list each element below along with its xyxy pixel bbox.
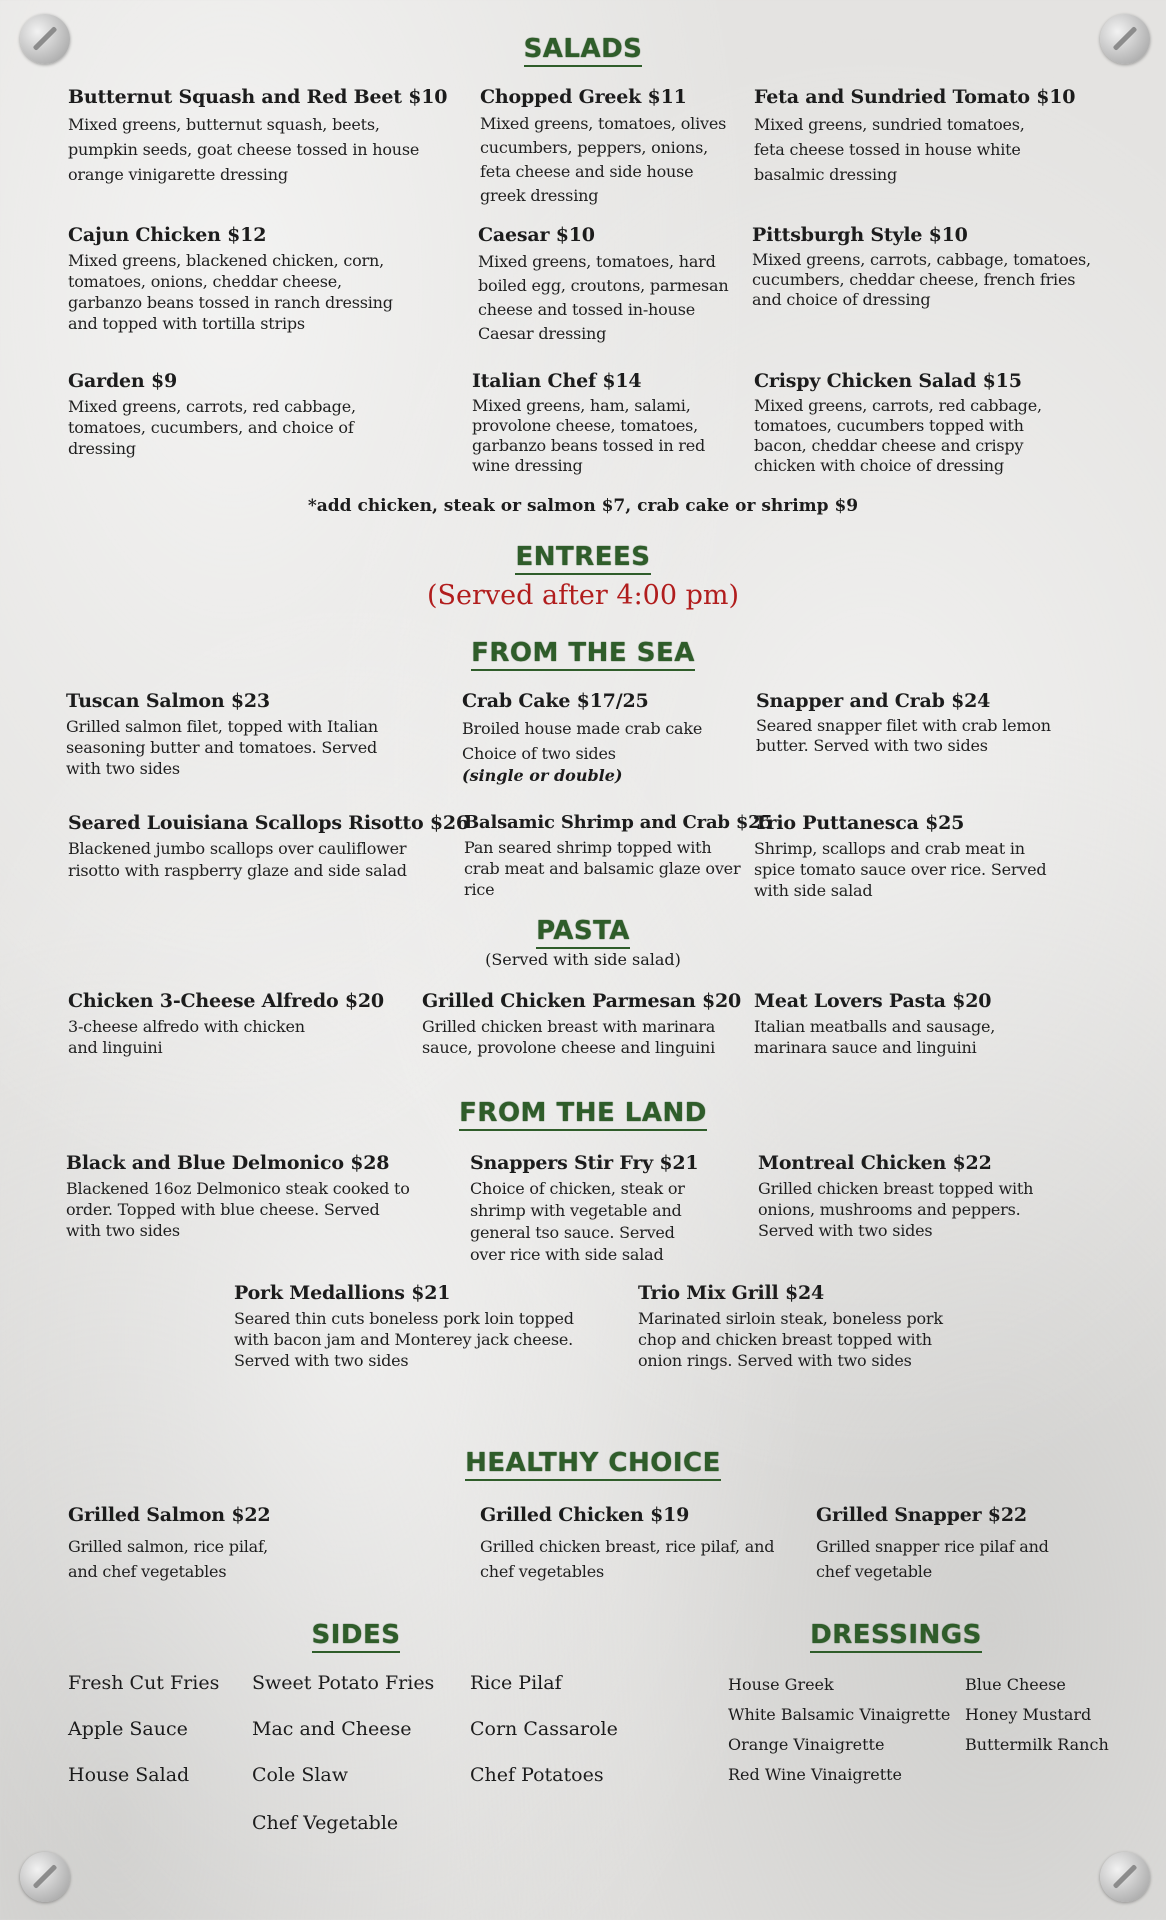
- menu-item: [68, 990, 398, 1058]
- item-description: Seared snapper filet with crab lemon butter. Served with two sides: [756, 716, 1051, 755]
- item-name: Balsamic Shrimp and Crab $25: [464, 812, 773, 833]
- section-heading-pasta: PASTA: [0, 916, 1166, 946]
- menu-item: [754, 86, 1076, 187]
- menu-item: [472, 370, 722, 476]
- side-item: Corn Cassarole: [470, 1718, 618, 1740]
- menu-item: [234, 1282, 574, 1371]
- section-heading-salads: SALADS: [0, 34, 1166, 64]
- side-item: Chef Potatoes: [470, 1764, 604, 1786]
- side-item: House Salad: [68, 1764, 190, 1786]
- item-name: Seared Louisiana Scallops Risotto $26: [68, 812, 469, 834]
- menu-item: [470, 1152, 710, 1266]
- item-name: Tuscan Salmon $23: [66, 690, 270, 712]
- dressing-item: Buttermilk Ranch: [965, 1735, 1109, 1754]
- item-description: Mixed greens, ham, salami, provolone cheese, tomatoes, garbanzo beans tossed in red wine dressing: [472, 396, 706, 475]
- section-heading-entrees: ENTREES: [0, 542, 1166, 572]
- item-name: Pork Medallions $21: [234, 1282, 451, 1304]
- item-description: Mixed greens, carrots, cabbage, tomatoes, cucumbers, cheddar cheese, french fries and choice of dressing: [752, 250, 1091, 309]
- item-option-note: (single or double): [462, 766, 623, 785]
- item-name: Trio Puttanesca $25: [754, 812, 965, 834]
- item-name: Chicken 3-Cheese Alfredo $20: [68, 990, 384, 1012]
- item-name: Snappers Stir Fry $21: [470, 1152, 699, 1174]
- dressing-item: Blue Cheese: [965, 1675, 1066, 1694]
- item-name: Meat Lovers Pasta $20: [754, 990, 992, 1012]
- item-description: Grilled snapper rice pilaf and chef vegetable: [816, 1537, 1049, 1581]
- item-name: Black and Blue Delmonico $28: [66, 1152, 390, 1174]
- item-name: Garden $9: [68, 370, 177, 392]
- item-name: Crab Cake $17/25: [462, 690, 649, 712]
- salad-add-on-note: *add chicken, steak or salmon $7, crab cake or shrimp $9: [307, 496, 859, 516]
- item-description: Grilled salmon, rice pilaf, and chef vegetables: [68, 1537, 269, 1581]
- menu-item: [68, 224, 408, 334]
- item-description: Choice of chicken, steak or shrimp with vegetable and general tso sauce. Served over rice with side salad: [470, 1179, 685, 1264]
- item-name: Grilled Snapper $22: [816, 1504, 1027, 1526]
- side-item: Sweet Potato Fries: [252, 1672, 435, 1694]
- section-heading-from-the-sea: FROM THE SEA: [0, 638, 1166, 668]
- item-description: Mixed greens, sundried tomatoes, feta cheese tossed in house white basalmic dressing: [754, 115, 1025, 184]
- item-description: Mixed greens, butternut squash, beets, pumpkin seeds, goat cheese tossed in house orange vinigarette dressing: [68, 115, 420, 184]
- menu-item: [462, 690, 732, 785]
- dressing-item: White Balsamic Vinaigrette: [728, 1705, 951, 1724]
- pasta-serving-note: (Served with side salad): [485, 950, 681, 969]
- item-description: Marinated sirloin steak, boneless pork chop and chicken breast topped with onion rings. Served with two sides: [638, 1309, 943, 1370]
- item-description: Mixed greens, tomatoes, hard boiled egg, croutons, parmesan cheese and tossed in-house Caesar dressing: [478, 252, 729, 343]
- item-name: Cajun Chicken $12: [68, 224, 267, 246]
- item-description: Pan seared shrimp topped with crab meat and balsamic glaze over rice: [464, 838, 741, 899]
- section-heading-from-the-land: FROM THE LAND: [0, 1098, 1166, 1128]
- item-description: Blackened 16oz Delmonico steak cooked to order. Topped with blue cheese. Served with two sides: [66, 1179, 410, 1240]
- section-heading-dressings: DRESSINGS: [313, 1620, 1166, 1650]
- dressing-item: Orange Vinaigrette: [728, 1735, 885, 1754]
- side-item: Mac and Cheese: [252, 1718, 412, 1740]
- item-description: Seared thin cuts boneless pork loin topped with bacon jam and Monterey jack cheese. Served with two sides: [234, 1309, 574, 1370]
- menu-item: [66, 690, 396, 779]
- menu-item: [638, 1282, 978, 1371]
- item-description: Grilled chicken breast, rice pilaf, and chef vegetables: [480, 1537, 775, 1581]
- section-heading-healthy-choice: HEALTHY CHOICE: [10, 1448, 1166, 1478]
- menu-item: [754, 812, 1054, 901]
- item-name: Chopped Greek $11: [480, 86, 687, 108]
- item-description: Blackened jumbo scallops over cauliflower risotto with raspberry glaze and side salad: [68, 839, 407, 880]
- menu-item: [758, 1152, 1058, 1241]
- dressing-item: House Greek: [728, 1675, 834, 1694]
- item-description: Grilled chicken breast topped with onions, mushrooms and peppers. Served with two sides: [758, 1179, 1034, 1240]
- item-description: Grilled salmon filet, topped with Italian seasoning butter and tomatoes. Served with two sides: [66, 717, 379, 778]
- entrees-serving-time: (Served after 4:00 pm): [426, 580, 740, 611]
- menu-item: [68, 370, 378, 459]
- menu-item: [422, 990, 742, 1058]
- menu-item: [752, 224, 1092, 310]
- item-name: Grilled Salmon $22: [68, 1504, 271, 1526]
- item-name: Caesar $10: [478, 224, 595, 246]
- item-name: Grilled Chicken Parmesan $20: [422, 990, 742, 1012]
- menu-item: [464, 812, 773, 900]
- menu-item: [66, 1152, 416, 1241]
- side-item: Fresh Cut Fries: [68, 1672, 220, 1694]
- item-name: Butternut Squash and Red Beet $10: [68, 86, 448, 108]
- item-name: Feta and Sundried Tomato $10: [754, 86, 1076, 108]
- item-name: Grilled Chicken $19: [480, 1504, 690, 1526]
- side-item: Cole Slaw: [252, 1764, 349, 1786]
- screw-icon: [1100, 1852, 1150, 1902]
- item-description: Mixed greens, tomatoes, olives cucumbers, peppers, onions, feta cheese and side house greek dressing: [480, 114, 727, 205]
- dressing-item: Red Wine Vinaigrette: [728, 1765, 903, 1784]
- item-description: Grilled chicken breast with marinara sauce, provolone cheese and linguini: [422, 1017, 716, 1057]
- menu-item: [480, 86, 740, 208]
- screw-icon: [20, 1852, 70, 1902]
- item-description: Italian meatballs and sausage, marinara sauce and linguini: [754, 1017, 996, 1057]
- menu-item: [756, 690, 1076, 756]
- item-name: Trio Mix Grill $24: [638, 1282, 825, 1304]
- menu-item: [68, 1504, 368, 1584]
- item-description: Shrimp, scallops and crab meat in spice tomato sauce over rice. Served with side salad: [754, 839, 1047, 900]
- dressing-item: Honey Mustard: [965, 1705, 1092, 1724]
- item-name: Crispy Chicken Salad $15: [754, 370, 1022, 392]
- item-description: Mixed greens, blackened chicken, corn, tomatoes, onions, cheddar cheese, garbanzo beans tossed in ranch dressing and topped with tortilla strips: [68, 251, 393, 333]
- item-description: 3-cheese alfredo with chicken and linguini: [68, 1017, 305, 1057]
- menu-item: [816, 1504, 1116, 1584]
- item-name: Montreal Chicken $22: [758, 1152, 992, 1174]
- item-description: Mixed greens, carrots, red cabbage, tomatoes, cucumbers, and choice of dressing: [68, 397, 356, 458]
- menu-item: [754, 990, 1054, 1058]
- item-name: Pittsburgh Style $10: [752, 224, 968, 246]
- section-heading-sides: SIDES: [0, 1620, 939, 1650]
- menu-item: [68, 86, 448, 187]
- side-item: Chef Vegetable: [252, 1812, 399, 1834]
- item-name: Snapper and Crab $24: [756, 690, 991, 712]
- menu-item: [478, 224, 738, 346]
- item-description: Broiled house made crab cake Choice of two sides: [462, 719, 703, 763]
- menu-item: [68, 812, 469, 882]
- menu-item: [754, 370, 1074, 476]
- item-name: Italian Chef $14: [472, 370, 642, 392]
- side-item: Rice Pilaf: [470, 1672, 562, 1694]
- side-item: Apple Sauce: [68, 1718, 188, 1740]
- menu-item: [480, 1504, 780, 1584]
- item-description: Mixed greens, carrots, red cabbage, tomatoes, cucumbers topped with bacon, cheddar cheese and crispy chicken with choice of dressing: [754, 396, 1042, 475]
